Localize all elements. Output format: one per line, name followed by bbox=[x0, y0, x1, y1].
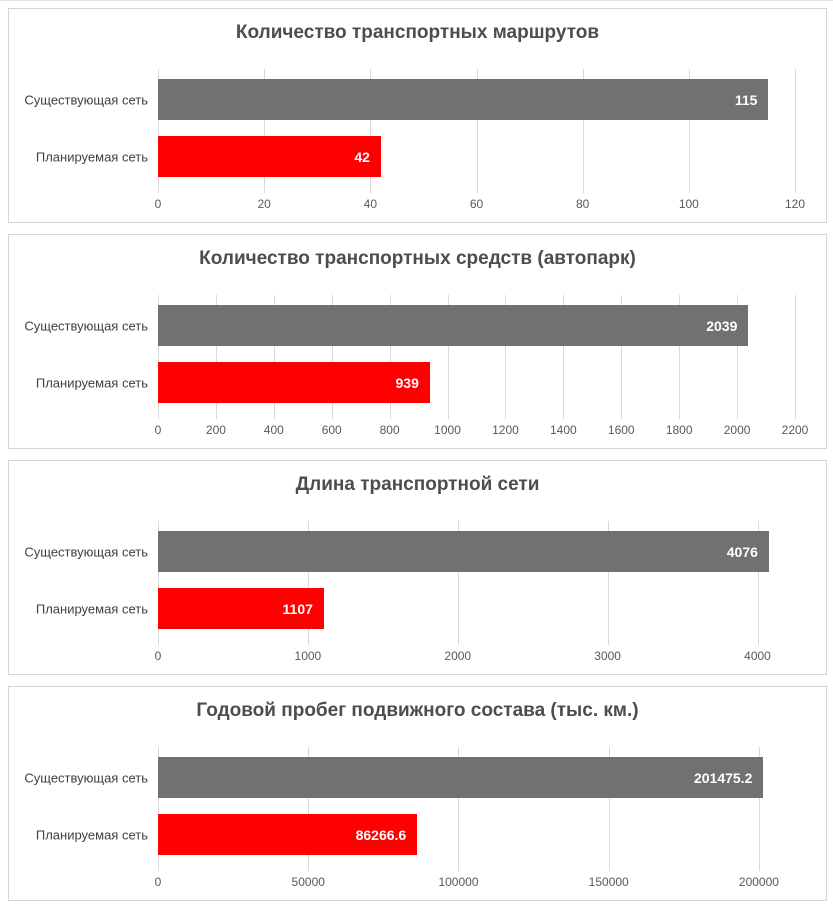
x-axis-tick-label: 4000 bbox=[744, 649, 771, 663]
category-label: Планируемая сеть bbox=[35, 149, 148, 164]
chart-panel-routes bbox=[8, 8, 827, 223]
category-label: Существующая сеть bbox=[24, 770, 148, 785]
bar-existing-network bbox=[158, 305, 748, 346]
plot-area bbox=[24, 747, 795, 889]
x-axis-tick-label: 3000 bbox=[594, 649, 621, 663]
chart-title: Годовой пробег подвижного состава (тыс. км.) bbox=[196, 700, 639, 721]
chart-title: Количество транспортных маршрутов bbox=[235, 22, 600, 43]
chart-title: Длина транспортной сети bbox=[295, 474, 540, 495]
bar-value-label: 2039 bbox=[706, 317, 738, 334]
bar-existing-network bbox=[158, 757, 763, 798]
x-axis-tick-label: 1000 bbox=[294, 649, 322, 663]
bar-value-label: 201475.2 bbox=[693, 769, 753, 786]
x-axis-tick-label: 100000 bbox=[438, 875, 479, 889]
bar-value-label: 86266.6 bbox=[355, 826, 407, 843]
category-label: Планируемая сеть bbox=[35, 827, 148, 842]
x-axis-tick-label: 600 bbox=[321, 423, 342, 437]
x-axis-tick-label: 0 bbox=[154, 649, 162, 663]
x-axis-tick-label: 1200 bbox=[492, 423, 519, 437]
bar-value-label: 4076 bbox=[726, 543, 758, 560]
x-axis-tick-label: 1400 bbox=[550, 423, 577, 437]
x-axis-tick-label: 0 bbox=[154, 423, 162, 437]
bar-existing-network bbox=[158, 79, 768, 120]
gridline bbox=[795, 295, 796, 419]
bar-value-label: 42 bbox=[354, 148, 370, 165]
x-axis-tick-label: 200 bbox=[205, 423, 226, 437]
x-axis-tick-label: 2000 bbox=[444, 649, 472, 663]
x-axis-tick-label: 800 bbox=[379, 423, 400, 437]
bar-planned-network bbox=[158, 588, 324, 629]
bar-planned-network bbox=[158, 814, 417, 855]
category-label: Существующая сеть bbox=[24, 318, 148, 333]
category-label: Планируемая сеть bbox=[35, 601, 148, 616]
x-axis-tick-label: 100 bbox=[678, 197, 699, 211]
bar-existing-network bbox=[158, 531, 769, 572]
x-axis-tick-label: 60 bbox=[469, 197, 484, 211]
x-axis-tick-label: 50000 bbox=[291, 875, 325, 889]
bar-value-label: 115 bbox=[734, 91, 758, 108]
x-axis-tick-label: 2000 bbox=[723, 423, 751, 437]
bar-value-label: 939 bbox=[395, 374, 419, 391]
bar-planned-network bbox=[158, 136, 381, 177]
chart-panel-vehicles bbox=[8, 234, 827, 449]
x-axis-tick-label: 0 bbox=[154, 197, 162, 211]
x-axis-tick-label: 40 bbox=[363, 197, 378, 211]
plot-area bbox=[24, 521, 795, 663]
x-axis-tick-label: 200000 bbox=[738, 875, 779, 889]
plot-area bbox=[24, 69, 806, 211]
x-axis-tick-label: 1000 bbox=[434, 423, 461, 437]
x-axis-tick-label: 80 bbox=[575, 197, 590, 211]
x-axis-tick-label: 400 bbox=[263, 423, 284, 437]
plot-area bbox=[24, 295, 809, 437]
x-axis-tick-label: 20 bbox=[257, 197, 271, 211]
x-axis-tick-label: 150000 bbox=[588, 875, 629, 889]
category-label: Существующая сеть bbox=[24, 92, 148, 107]
bar-value-label: 1107 bbox=[282, 600, 313, 617]
category-label: Планируемая сеть bbox=[35, 375, 148, 390]
chart-title: Количество транспортных средств (автопарк) bbox=[199, 248, 636, 269]
chart-panel-annual-mileage bbox=[8, 686, 827, 901]
x-axis-tick-label: 120 bbox=[784, 197, 806, 211]
category-label: Существующая сеть bbox=[24, 544, 148, 559]
bar-planned-network bbox=[158, 362, 430, 403]
chart-panel-network-length bbox=[8, 460, 827, 675]
x-axis-tick-label: 1600 bbox=[607, 423, 635, 437]
gridline bbox=[795, 69, 796, 193]
x-axis-tick-label: 0 bbox=[154, 875, 162, 889]
x-axis-tick-label: 2200 bbox=[781, 423, 809, 437]
x-axis-tick-label: 1800 bbox=[665, 423, 693, 437]
